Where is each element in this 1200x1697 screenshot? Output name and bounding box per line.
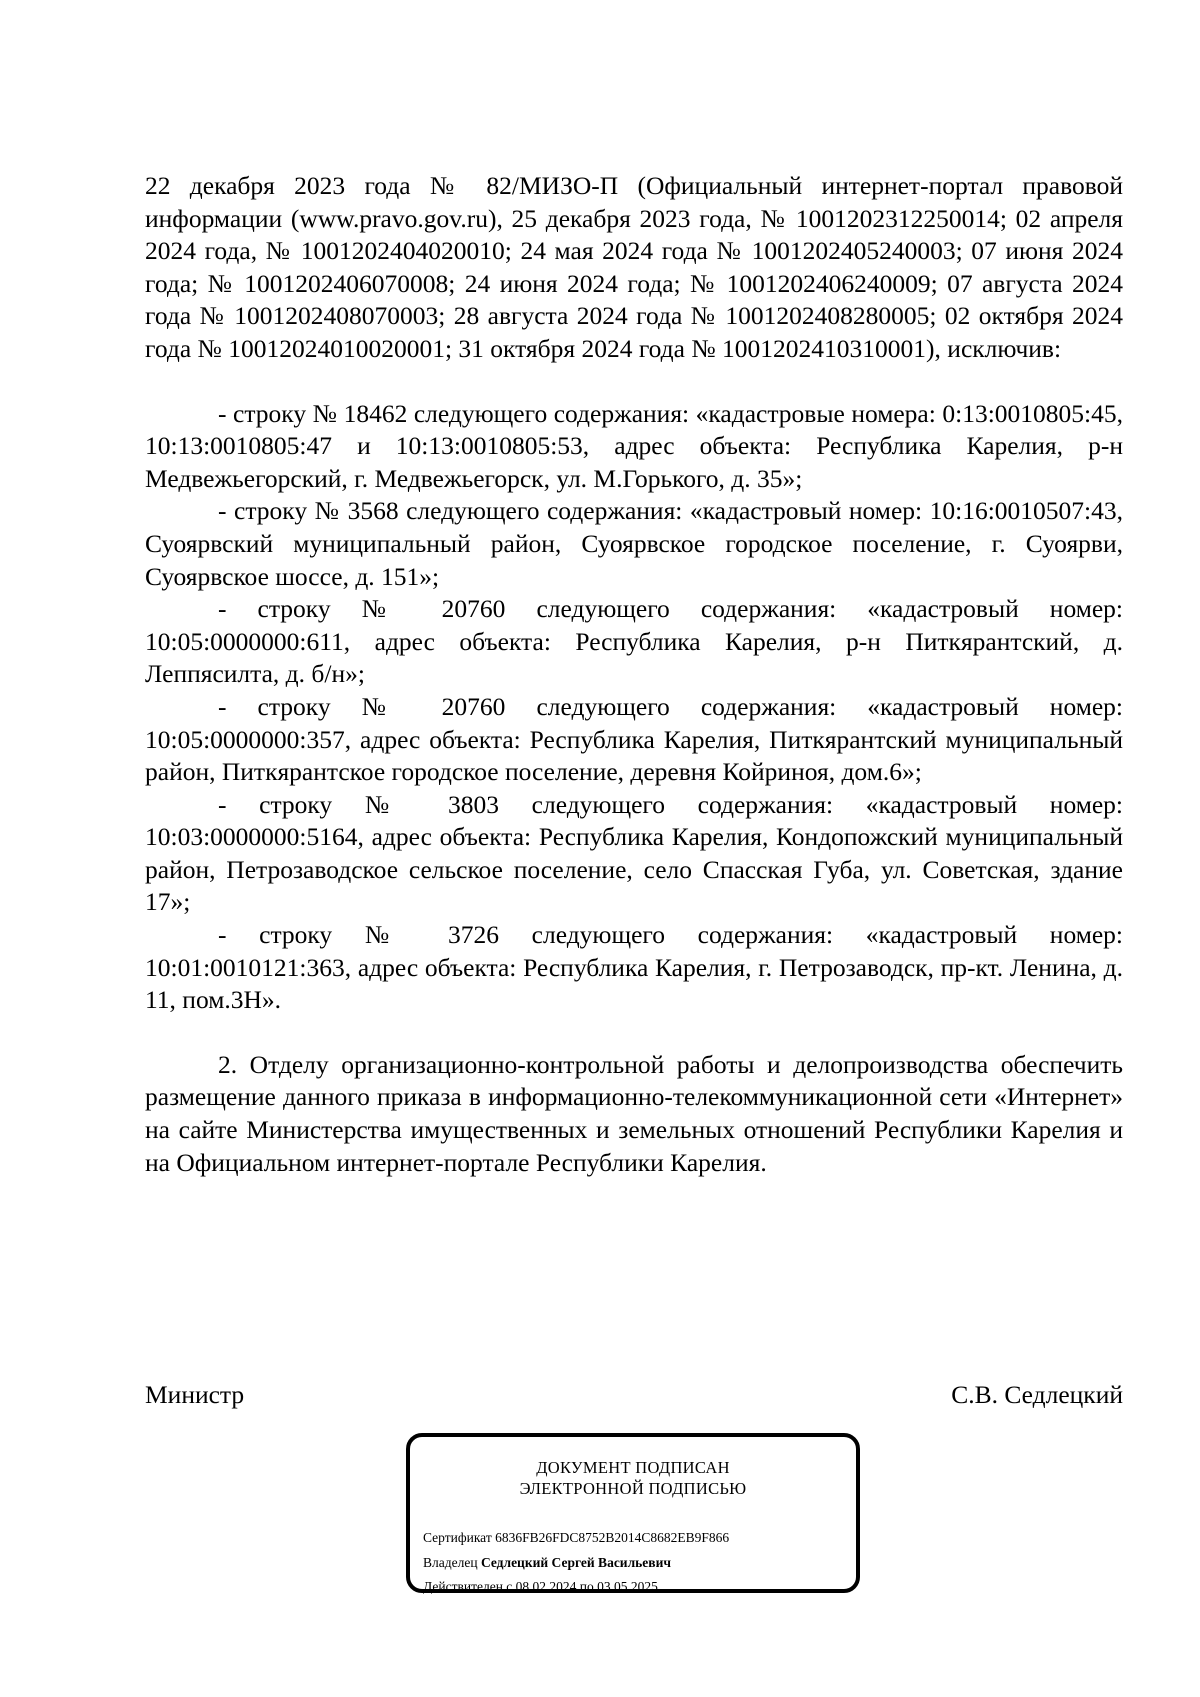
signatory-position: Министр	[145, 1380, 245, 1409]
stamp-title-line: ЭЛЕКТРОННОЙ ПОДПИСЬЮ	[519, 1479, 747, 1498]
exclusion-item: - строку № 20760 следующего содержания: «кадастровый номер: 10:05:0000000:357, адрес объекта: Республика Карелия, Питкярантский муниципальный район, Питкярантское городское поселение, деревня Койриноя, дом.6»;	[145, 691, 1123, 787]
valid-label: Действителен с	[423, 1579, 513, 1594]
exclusion-item: - строку № 20760 следующего содержания: «кадастровый номер: 10:05:0000000:611, адрес объекта: Республика Карелия, р-н Питкярантский, д. Леппясилта, д. б/н»;	[145, 594, 1123, 689]
valid-from: 08.02.2024	[515, 1579, 577, 1594]
stamp-title-line: ДОКУМЕНТ ПОДПИСАН	[536, 1458, 730, 1477]
owner-value: Седлецкий Сергей Васильевич	[480, 1555, 671, 1570]
stamp-owner	[423, 1554, 671, 1572]
electronic-signature-stamp	[406, 1433, 860, 1593]
stamp-title	[410, 1457, 856, 1499]
certificate-label: Сертификат	[423, 1530, 492, 1545]
stamp-validity	[423, 1578, 658, 1596]
certificate-value: 6836FB26FDC8752B2014C8682EB9F866	[495, 1530, 730, 1545]
exclusion-item: - строку № 3803 следующего содержания: «кадастровый номер: 10:03:0000000:5164, адрес объекта: Республика Карелия, Кондопожский муниципальный район, Петрозаводское сельское поселение, село Спасская Губа, ул. Советская, здание 17»;	[145, 789, 1123, 917]
signatory-name: С.В. Седлецкий	[951, 1380, 1123, 1409]
owner-label: Владелец	[423, 1555, 478, 1570]
stamp-certificate	[423, 1529, 729, 1547]
exclusion-item: - строку № 18462 следующего содержания: «кадастровые номера: 0:13:0010805:45, 10:13:0010805:47 и 10:13:0010805:53, адрес объекта: Республика Карелия, р-н Медвежьегорский, г. Медвежьегорск, ул. М.Горького, д. 35»;	[145, 398, 1123, 493]
valid-to-label: по	[579, 1579, 594, 1594]
item-2-paragraph: 2. Отделу организационно-контрольной работы и делопроизводства обеспечить размещение данного приказа в информационно-телекоммуникационной сети «Интернет» на сайте Министерства имущественных и земельных отношений Республики Карелия и на Официальном интернет-портале Республики Карелия.	[145, 1049, 1123, 1177]
document-body	[145, 170, 1123, 1179]
valid-to: 03.05.2025	[597, 1579, 658, 1594]
exclusion-list	[145, 398, 1123, 1017]
exclusion-item: - строку № 3568 следующего содержания: «кадастровый номер: 10:16:0010507:43, Суоярвский муниципальный район, Суоярвское городское поселение, г. Суоярви, Суоярвское шоссе, д. 151»;	[145, 496, 1123, 591]
signature-row	[145, 1379, 1123, 1411]
continuation-paragraph: 22 декабря 2023 года № 82/МИЗО-П (Официальный интернет-портал правовой информации (www.pravo.gov.ru), 25 декабря 2023 года, № 1001202312250014; 02 апреля 2024 года, № 1001202404020010; 24 мая 2024 года № 1001202405240003; 07 июня 2024 года; № 1001202406070008; 24 июня 2024 года; № 1001202406240009; 07 августа 2024 года № 1001202408070003; 28 августа 2024 года № 1001202408280005; 02 октября 2024 года № 10012024010020001; 31 октября 2024 года № 1001202410310001), исключив:	[145, 171, 1123, 363]
exclusion-item: - строку № 3726 следующего содержания: «кадастровый номер: 10:01:0010121:363, адрес объекта: Республика Карелия, г. Петрозаводск, пр-кт. Ленина, д. 11, пом.3Н».	[145, 920, 1123, 1015]
